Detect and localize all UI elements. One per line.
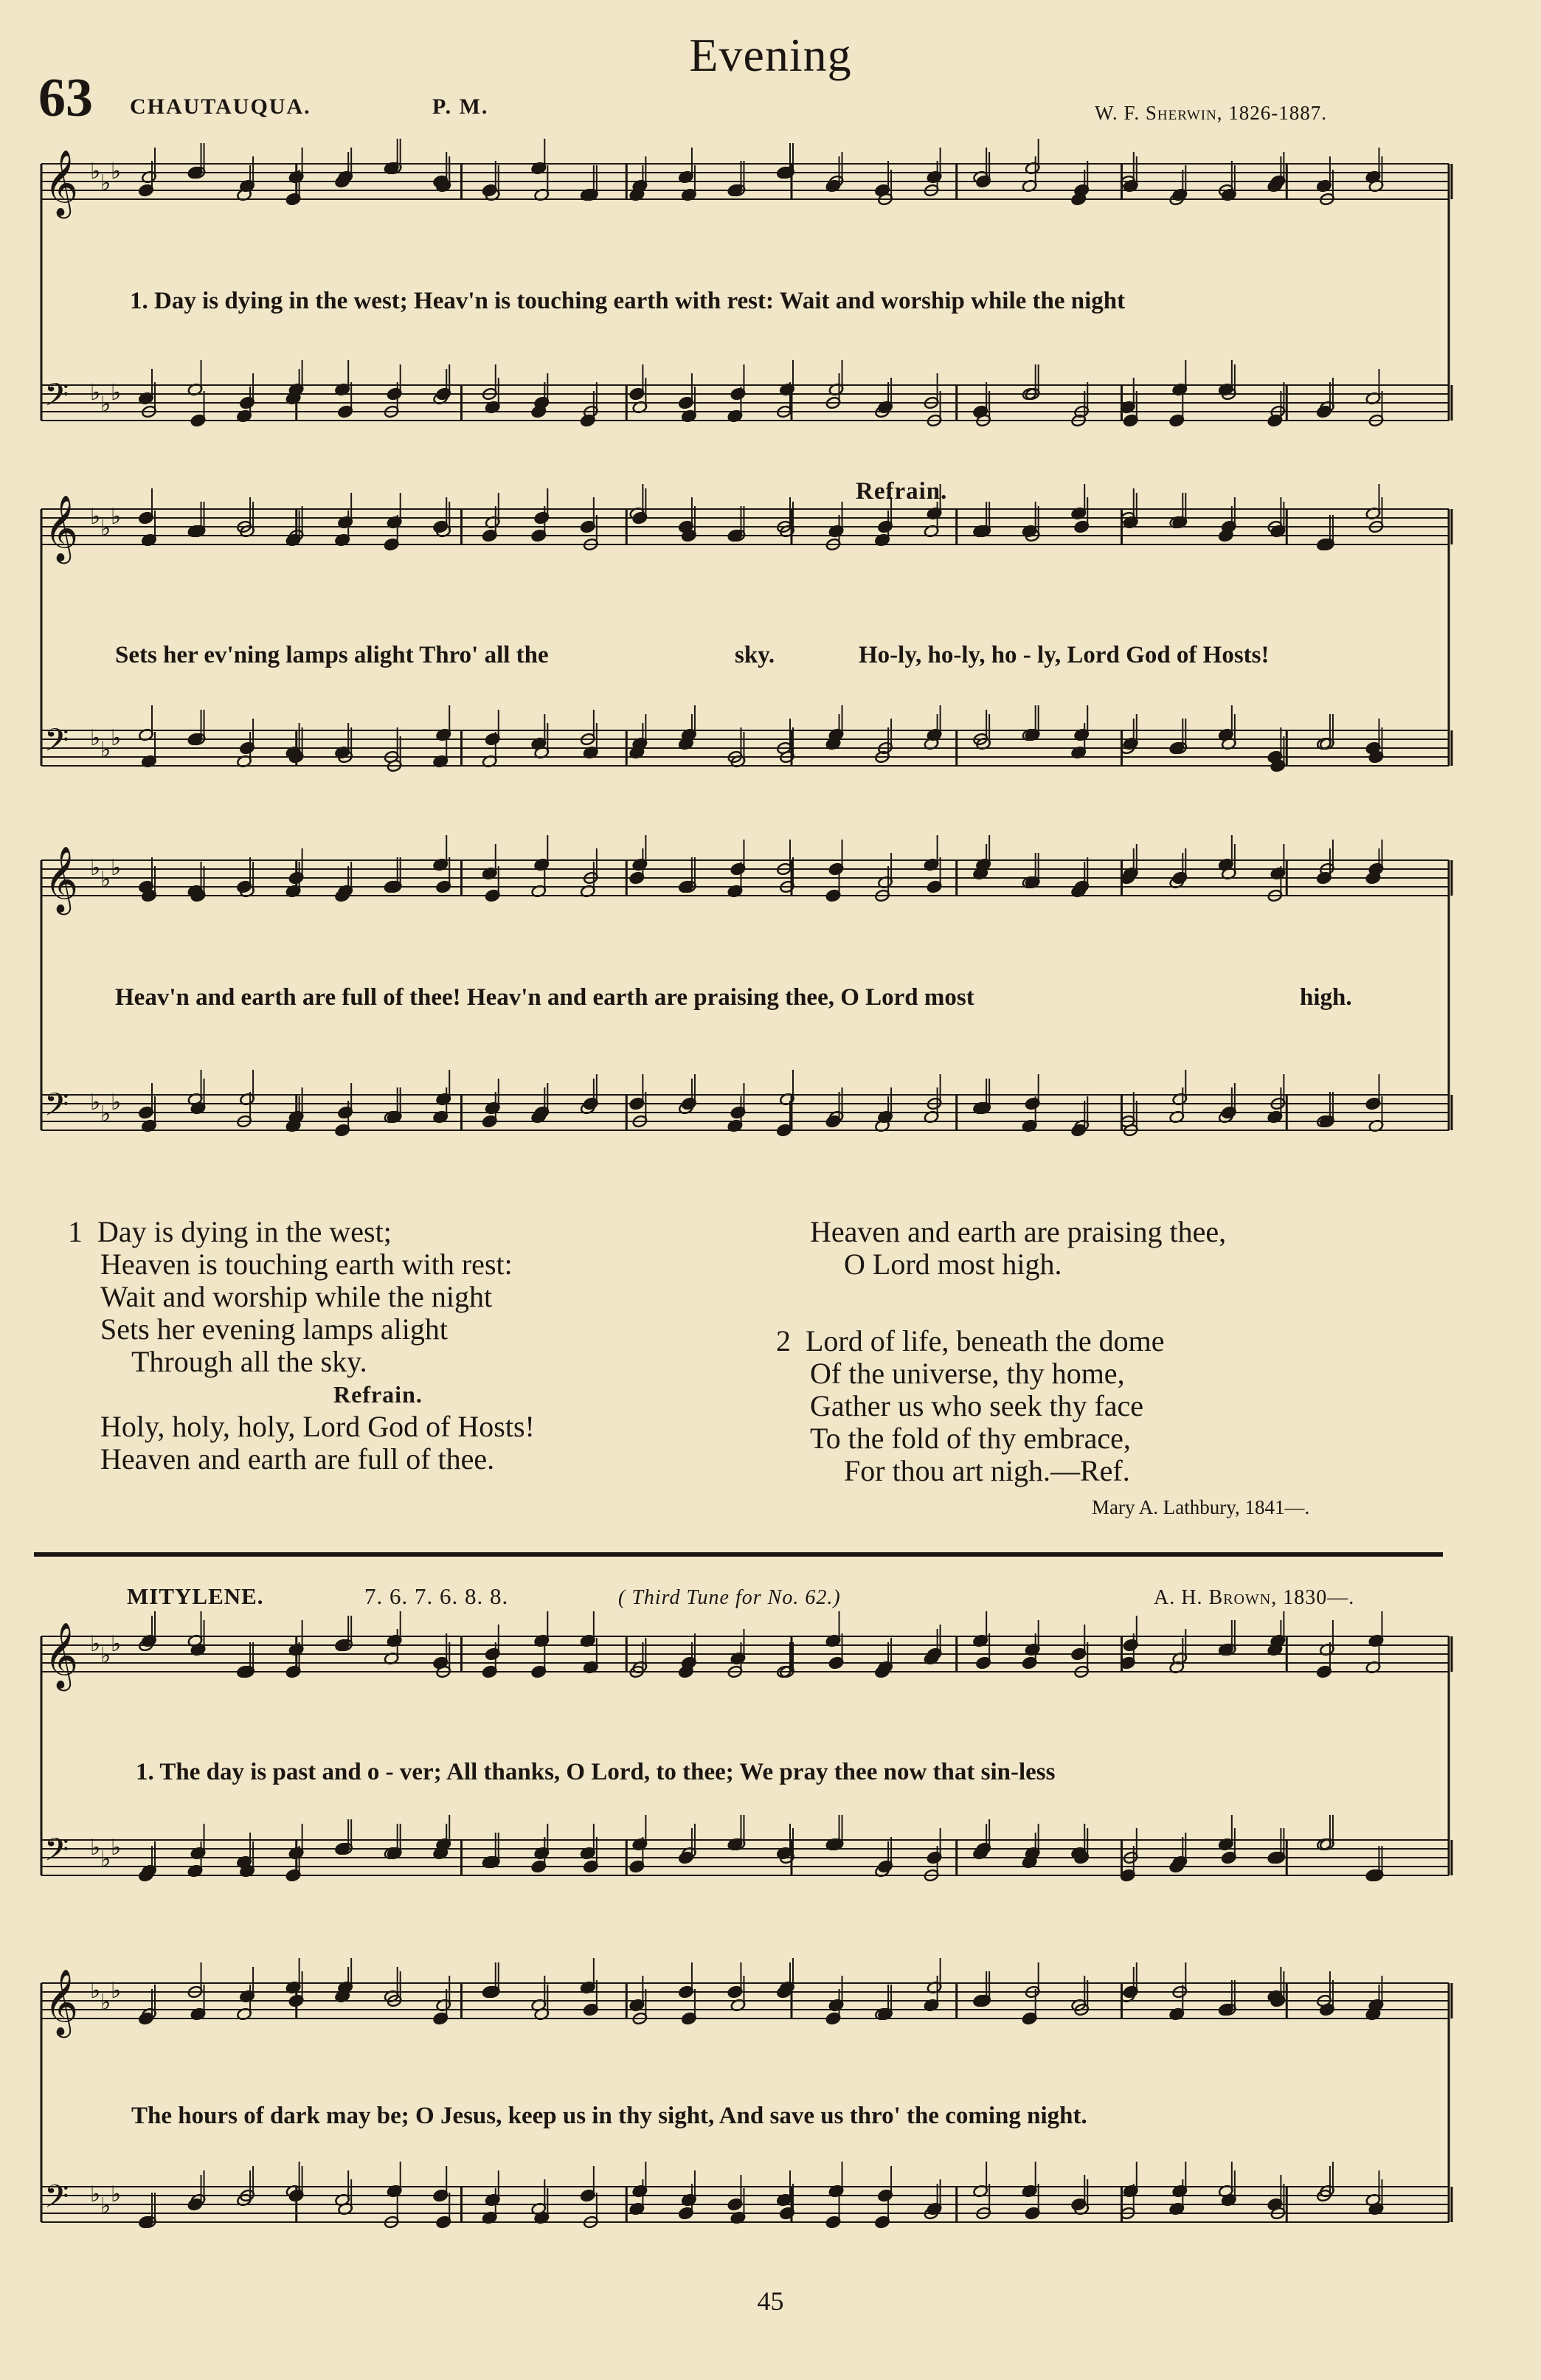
section-divider [34, 1552, 1443, 1557]
flat-icon: ♭ [90, 1631, 101, 1657]
flat-icon: ♭ [111, 855, 122, 881]
flat-icon: ♭ [100, 392, 111, 418]
verse-line: Heaven and earth are praising thee, [810, 1215, 1227, 1248]
flat-icon: ♭ [111, 159, 122, 184]
flat-icon: ♭ [111, 725, 122, 751]
author-credit: Mary A. Lathbury, 1841—. [1092, 1496, 1310, 1518]
bass-clef-icon: 𝄢 [44, 1087, 69, 1131]
bass-clef-icon: 𝄢 [44, 377, 69, 421]
flat-icon: ♭ [90, 1835, 101, 1861]
flat-icon: ♭ [100, 737, 111, 763]
flat-icon: ♭ [100, 1990, 111, 2016]
treble-clef-icon: 𝄞 [44, 1622, 79, 1689]
verse-line: Wait and worship while the night [100, 1280, 493, 1313]
flat-icon: ♭ [100, 1643, 111, 1669]
hymn-number: 63 [38, 68, 93, 128]
flat-icon: ♭ [90, 504, 101, 530]
lyric-line: Sets her ev'ning lamps alight Thro' all the [115, 642, 549, 668]
flat-icon: ♭ [90, 380, 101, 406]
flat-icon: ♭ [90, 2182, 101, 2207]
verse-number: 1 [68, 1215, 83, 1248]
refrain-continuation [810, 1216, 1226, 1281]
composer-credit: A. H. Brown, 1830—. [1154, 1586, 1355, 1609]
verse-line: O Lord most high. [844, 1248, 1062, 1281]
treble-clef-icon: 𝄞 [44, 495, 79, 561]
refrain-line: Holy, holy, holy, Lord God of Hosts! [100, 1410, 535, 1443]
composer-credit: W. F. Sherwin, 1826-1887. [1095, 102, 1328, 124]
verse-line: Of the universe, thy home, [810, 1357, 1125, 1390]
lyric-line: 1. Day is dying in the west; Heav'n is touching earth with rest: Wait and worship while the night [130, 288, 1126, 314]
treble-clef-icon: 𝄞 [44, 846, 79, 913]
flat-icon: ♭ [90, 725, 101, 751]
verse-line: Day is dying in the west; [97, 1215, 392, 1248]
flat-icon: ♭ [100, 2193, 111, 2219]
lyric-line: 1. The day is past and o - ver; All thanks, O Lord, to thee; We pray thee now that sin-less [136, 1759, 1056, 1785]
verse-line: Sets her evening lamps alight [100, 1312, 449, 1346]
lyric-line: sky. [735, 642, 775, 668]
flat-icon: ♭ [111, 2182, 122, 2207]
treble-clef-icon: 𝄞 [44, 1969, 79, 2035]
tune-name: CHAUTAUQUA. [130, 94, 311, 119]
flat-icon: ♭ [100, 1847, 111, 1872]
verse-1 [68, 1216, 535, 1476]
lyric-line: high. [1300, 984, 1352, 1011]
refrain-label: Refrain. [856, 478, 948, 505]
bass-clef-icon: 𝄢 [44, 2179, 69, 2223]
refrain-line: Heaven and earth are full of thee. [100, 1442, 495, 1476]
flat-icon: ♭ [111, 1631, 122, 1657]
flat-icon: ♭ [90, 159, 101, 184]
flat-icon: ♭ [100, 1101, 111, 1127]
treble-clef-icon: 𝄞 [44, 150, 79, 216]
lyric-line: Heav'n and earth are full of thee! Heav'n and earth are praising thee, O Lord most [115, 984, 974, 1011]
flat-icon: ♭ [90, 1090, 101, 1115]
flat-icon: ♭ [111, 504, 122, 530]
refrain-label: Refrain. [333, 1381, 423, 1408]
tune-name: MITYLENE. [127, 1583, 264, 1609]
flat-icon: ♭ [111, 1978, 122, 2004]
lyric-line: Ho-ly, ho-ly, ho - ly, Lord God of Hosts! [859, 642, 1270, 668]
verse-2 [776, 1325, 1164, 1487]
page-number: 45 [757, 2286, 784, 2316]
flat-icon: ♭ [90, 1978, 101, 2004]
tune-note: ( Third Tune for No. 62.) [618, 1586, 841, 1609]
verse-line: To the fold of thy embrace, [810, 1422, 1131, 1455]
tune-meter: 7. 6. 7. 6. 8. 8. [364, 1583, 509, 1609]
flat-icon: ♭ [100, 516, 111, 542]
verse-line: Heaven is touching earth with rest: [100, 1248, 513, 1281]
flat-icon: ♭ [100, 867, 111, 893]
flat-icon: ♭ [90, 855, 101, 881]
verse-line: Lord of life, beneath the dome [806, 1324, 1165, 1357]
verse-number: 2 [776, 1324, 791, 1357]
flat-icon: ♭ [111, 1835, 122, 1861]
flat-icon: ♭ [111, 380, 122, 406]
flat-icon: ♭ [100, 170, 111, 196]
verse-line: Gather us who seek thy face [810, 1389, 1144, 1422]
page-title: Evening [689, 29, 852, 81]
bass-clef-icon: 𝄢 [44, 722, 69, 767]
bass-clef-icon: 𝄢 [44, 1832, 69, 1876]
verse-line: Through all the sky. [131, 1345, 367, 1378]
verse-line: For thou art nigh.—Ref. [844, 1454, 1130, 1487]
tune-meter: P. M. [432, 94, 489, 119]
lyric-line: The hours of dark may be; O Jesus, keep us in thy sight, And save us thro' the coming night. [131, 2103, 1087, 2129]
flat-icon: ♭ [111, 1090, 122, 1115]
